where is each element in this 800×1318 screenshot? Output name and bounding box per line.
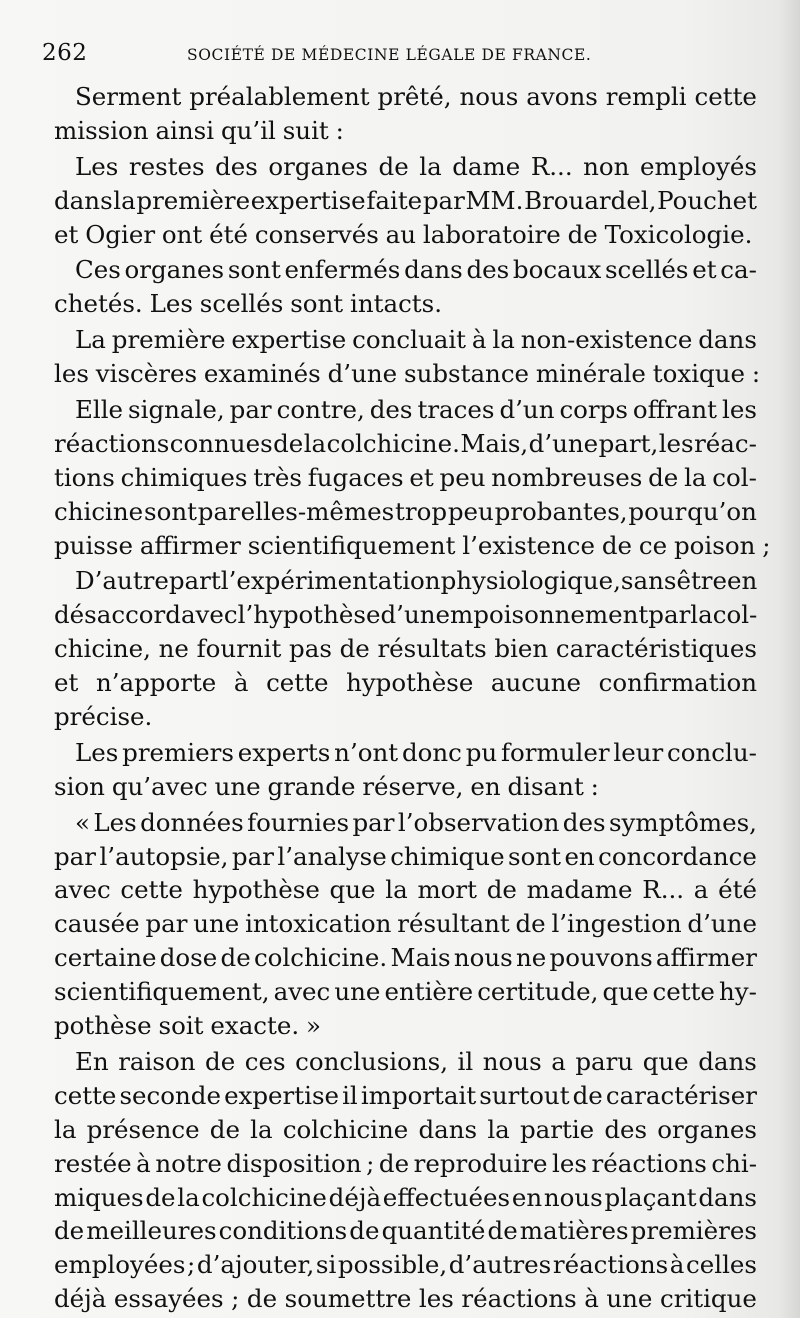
- page-edge-shadow: [778, 0, 800, 1318]
- text-line: de meilleures conditions de quantité de matières premières: [54, 1216, 757, 1246]
- text-line: La première expertise concluait à la non-existence dans: [75, 325, 757, 355]
- text-line: déjà essayées ; de soumettre les réactions à une critique: [54, 1284, 757, 1314]
- text-line: Ces organes sont enfermés dans des bocaux scellés et ca-: [75, 255, 757, 285]
- running-head: SOCIÉTÉ DE MÉDECINE LÉGALE DE FRANCE.: [187, 46, 592, 64]
- text-line: mission ainsi qu’il suit :: [54, 115, 344, 145]
- text-line: désaccord avec l’hypothèse d’un empoisonnement par la col-: [54, 600, 758, 630]
- text-line: Serment préalablement prêté, nous avons rempli cette: [75, 82, 757, 111]
- text-line: restée à notre disposition ; de reproduire les réactions chi-: [54, 1148, 757, 1178]
- text-line: dans la première expertise faite par MM. Brouardel, Pouchet: [54, 185, 757, 215]
- text-line: les viscères examinés d’une substance minérale toxique :: [54, 359, 761, 389]
- text-line: chetés. Les scellés sont intacts.: [54, 289, 442, 319]
- page-header: [42, 40, 642, 70]
- text-line: employées ; d’ajouter, si possible, d’autres réactions à celles: [54, 1250, 757, 1280]
- text-line: pothèse soit exacte. »: [54, 1011, 322, 1041]
- text-line: certaine dose de colchicine. Mais nous ne pouvons affirmer: [54, 943, 757, 973]
- text-line: Elle signale, par contre, des traces d’un corps offrant les: [75, 395, 757, 425]
- text-line: scientifiquement, avec une entière certitude, que cette hy-: [54, 977, 757, 1007]
- text-line: par l’autopsie, par l’analyse chimique sont en concordance: [54, 841, 757, 871]
- text-line: et Ogier ont été conservés au laboratoire de Toxicologie.: [54, 219, 753, 249]
- body-text: [54, 80, 771, 1316]
- text-line: et n’apporte à cette hypothèse aucune confirmation: [54, 668, 757, 698]
- text-line: la présence de la colchicine dans la partie des organes: [54, 1114, 757, 1144]
- text-line: avec cette hypothèse que la mort de madame R... a été: [54, 875, 757, 905]
- text-line: chicine, ne fournit pas de résultats bien caractéristiques: [54, 634, 757, 664]
- text-line: miques de la colchicine déjà effectuées en nous plaçant dans: [54, 1182, 757, 1212]
- text-line: « Les données fournies par l’observation des symptômes,: [75, 807, 757, 837]
- text-line: En raison de ces conclusions, il nous a paru que dans: [75, 1046, 757, 1076]
- text-line: précise.: [54, 702, 153, 732]
- text-line: D’autre part l’expérimentation physiologique, sans être en: [75, 566, 758, 596]
- text-line: Les restes des organes de la dame R... non employés: [75, 151, 757, 181]
- text-line: chicine sont par elles-mêmes trop peu probantes, pour qu’on: [54, 496, 757, 526]
- text-line: tions chimiques très fugaces et peu nombreuses de la col-: [54, 462, 757, 492]
- text-line: causée par une intoxication résultant de l’ingestion d’une: [54, 909, 757, 939]
- text-line: Les premiers experts n’ont donc pu formuler leur conclu-: [75, 737, 757, 767]
- text-line: puisse affirmer scientifiquement l’existence de ce poison ;: [54, 530, 771, 560]
- text-line: cette seconde expertise il importait surtout de caractériser: [54, 1080, 757, 1110]
- page-number: 262: [42, 40, 88, 66]
- text-line: réactions connues de la colchicine. Mais, d’une part, les réac-: [54, 428, 757, 458]
- text-line: sion qu’avec une grande réserve, en disant :: [54, 771, 599, 801]
